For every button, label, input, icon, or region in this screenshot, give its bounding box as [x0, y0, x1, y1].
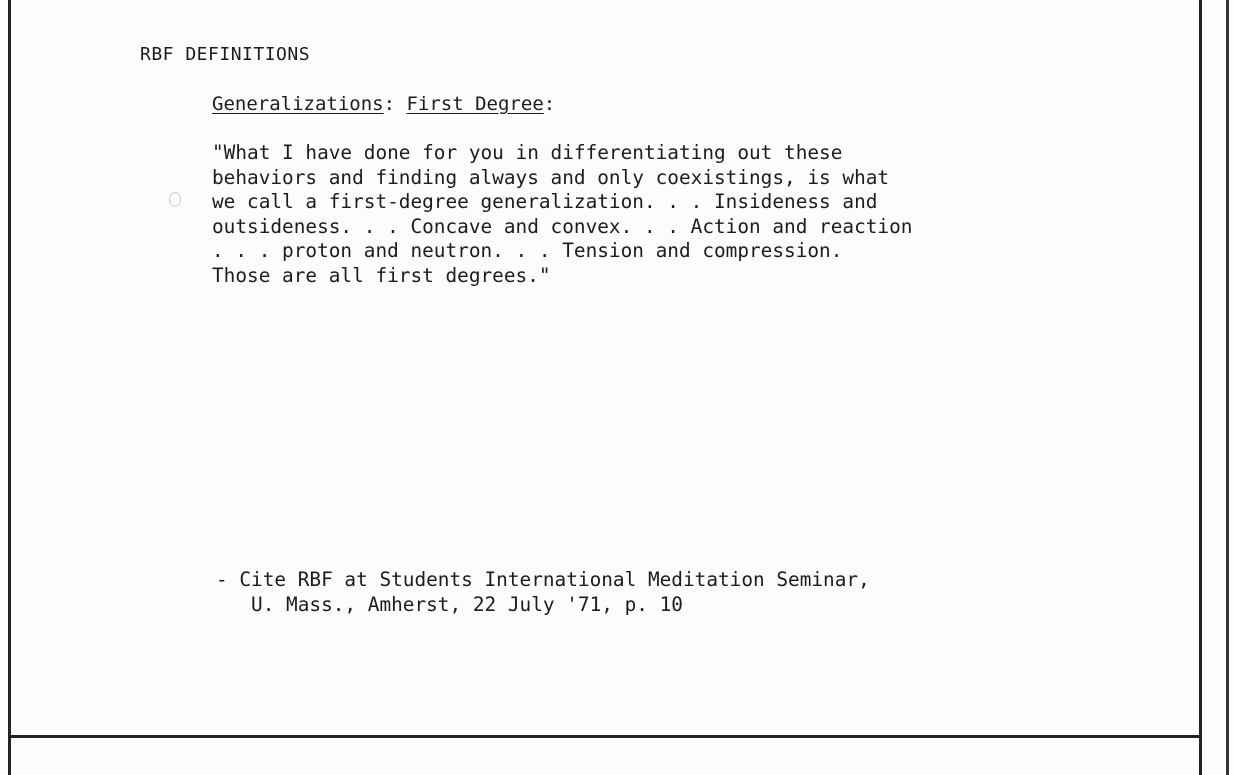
source-citation	[216, 568, 870, 617]
topic-label: Generalizations	[212, 93, 384, 115]
next-card-edge	[8, 738, 1202, 775]
punch-hole-mark	[169, 192, 181, 207]
card-header: RBF DEFINITIONS	[140, 44, 311, 65]
subheading-separator: :	[383, 93, 407, 115]
definition-quote	[212, 141, 912, 288]
quote-line: we call a first-degree generalization. . . Insideness and	[212, 190, 878, 213]
card-subheading	[212, 93, 555, 115]
degree-label: First Degree	[406, 93, 544, 115]
quote-line: outsideness. . . Concave and convex. . . Action and reaction	[212, 214, 913, 238]
citation-line: U. Mass., Amherst, 22 July '71, p. 10	[216, 592, 683, 616]
quote-line: behaviors and finding always and only coexistings, is what	[212, 165, 890, 189]
subheading-end: :	[543, 93, 556, 115]
card-stack-edge	[1226, 0, 1229, 775]
definition-card	[8, 0, 1202, 738]
citation-line: - Cite RBF at Students International Meditation Seminar,	[216, 568, 870, 591]
quote-line: Those are all first degrees."	[212, 263, 551, 287]
quote-line: . . . proton and neutron. . . Tension and compression.	[212, 239, 843, 262]
quote-line: "What I have done for you in differentiating out these	[212, 141, 843, 164]
